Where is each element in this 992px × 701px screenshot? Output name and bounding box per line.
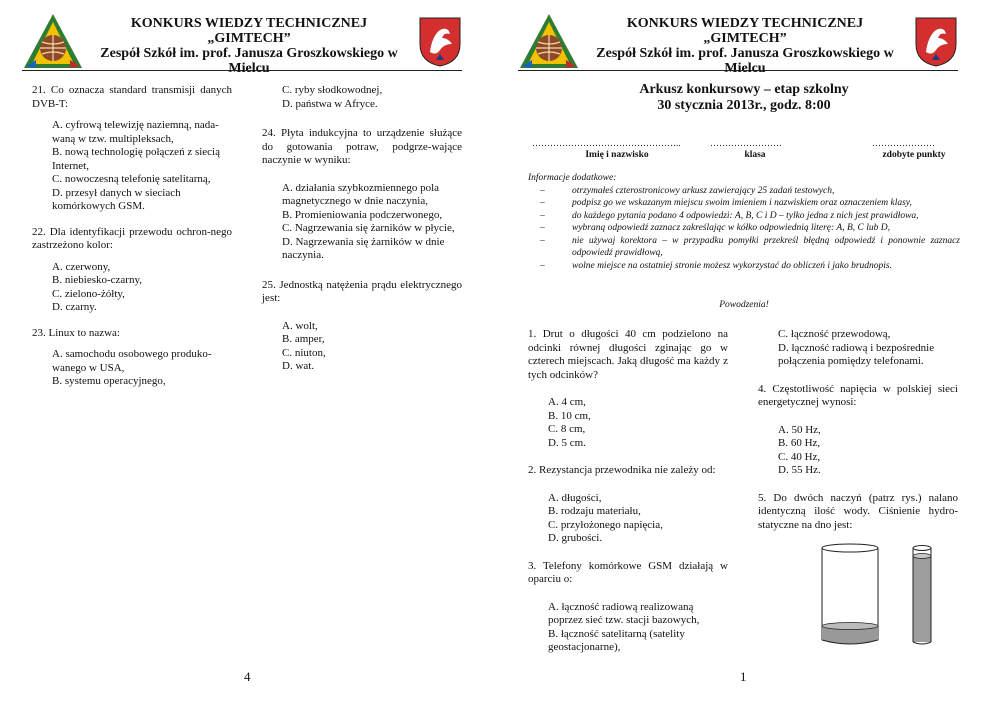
option[interactable]: D. czarny. — [52, 301, 97, 313]
option[interactable]: B. systemu operacyjnego, — [52, 375, 166, 387]
instruction-item: – wolne miejsce na ostatniej stronie możesz wykorzystać do obliczeń i jako brudnopis. — [528, 260, 960, 273]
option[interactable]: A. wolt, — [282, 319, 318, 332]
left-col-2 — [262, 84, 462, 374]
points-field-dots[interactable]: ………………… — [872, 138, 935, 148]
header-rule — [22, 70, 462, 71]
class-field-label: klasa — [744, 150, 766, 160]
page-number: 1 — [740, 669, 747, 684]
option[interactable]: D. 55 Hz. — [778, 464, 821, 476]
header-rule — [518, 70, 958, 71]
option[interactable]: D. przesył danych w sieciach komórkowych GSM. — [52, 186, 181, 212]
options-3-continued — [758, 328, 958, 369]
vessels-figure — [812, 542, 952, 652]
option[interactable]: C. 8 cm, — [548, 423, 586, 435]
option[interactable]: C. łączność przewodową, — [778, 328, 891, 340]
page-header — [22, 12, 462, 76]
name-field[interactable] — [532, 138, 702, 160]
class-field[interactable] — [710, 138, 800, 160]
city-crest-icon — [418, 16, 462, 68]
header-line1: KONKURS WIEDZY TECHNICZNEJ — [130, 16, 368, 31]
option[interactable]: C. 40 Hz, — [778, 450, 821, 463]
header-line2: „GIMTECH” — [207, 31, 291, 46]
option[interactable]: C. zielono-żółty, — [52, 287, 125, 300]
header-title — [578, 16, 912, 76]
option[interactable]: D. grubości. — [548, 532, 603, 544]
name-field-label: Imię i nazwisko — [585, 150, 649, 160]
options-23 — [32, 348, 232, 389]
option[interactable]: A. 50 Hz, — [778, 423, 821, 436]
option[interactable]: C. ryby słodkowodnej, — [282, 84, 383, 96]
option[interactable]: A. cyfrową telewizję naziemną, nada-waną w tzw. multipleksach, — [52, 119, 219, 145]
options-22 — [32, 261, 232, 315]
option[interactable]: D. 5 cm. — [548, 436, 586, 449]
option[interactable]: D. państwa w Afryce. — [282, 97, 378, 110]
city-crest-icon — [914, 16, 958, 68]
header-line2: „GIMTECH” — [703, 31, 787, 46]
right-col-2 — [758, 328, 958, 652]
instruction-item: – nie używaj korektora – w przypadku pomyłki przekreśl błędną odpowiedź i ponownie zaznacz odpowiedź prawidłową, — [528, 235, 960, 260]
right-col-1 — [528, 328, 728, 655]
option[interactable]: A. czerwony, — [52, 260, 111, 273]
option[interactable]: B. rodzaju materiału, — [548, 505, 641, 517]
question-2: 2. Rezystancja przewodnika nie zależy od: — [528, 464, 716, 476]
instruction-item: – otrzymałeś czterostronicowy arkusz zawierający 25 zadań testowych, — [528, 185, 960, 198]
instructions — [528, 172, 960, 272]
question-5: 5. Do dwóch naczyń (patrz rys.) nalano identyczną ilość wody. Ciśnienie hydro-statyczne na dno jest: — [758, 491, 958, 531]
option[interactable]: C. niuton, — [282, 346, 326, 359]
left-col-1 — [32, 84, 232, 389]
option[interactable]: B. niebiesko-czarny, — [52, 274, 143, 286]
question-22: 22. Dla identyfikacji przewodu ochron-nego zastrzeżono kolor: — [32, 225, 232, 251]
option[interactable]: A. łączność radiową realizowaną poprzez sieć tzw. stacji bazowych, — [548, 600, 700, 626]
points-field[interactable] — [872, 138, 956, 160]
options-4 — [758, 424, 958, 478]
option[interactable]: D. wat. — [282, 360, 315, 372]
options-1 — [528, 396, 728, 450]
options-23-continued — [262, 84, 462, 111]
option[interactable]: C. nowoczesną telefonię satelitarną, — [52, 173, 211, 185]
question-23: 23. Linux to nazwa: — [32, 326, 120, 339]
header-line3: Zespół Szkół im. prof. Janusza Groszkowskiego w Mielcu — [100, 46, 398, 76]
option[interactable]: C. Nagrzewania się żarników w płycie, — [282, 222, 455, 234]
option[interactable]: B. 10 cm, — [548, 409, 591, 422]
page-number: 4 — [244, 669, 251, 684]
instruction-item: – do każdego pytania podano 4 odpowiedzi: A, B, C i D – tylko jedna z nich jest prawidłowa, — [528, 210, 960, 223]
option[interactable]: C. przyłożonego napięcia, — [548, 518, 663, 531]
points-field-label: zdobyte punkty — [882, 150, 946, 160]
option[interactable]: A. 4 cm, — [548, 396, 586, 408]
gimtech-logo-icon — [22, 12, 84, 70]
class-field-dots[interactable]: …………………… — [710, 138, 782, 148]
option[interactable]: A. samochodu osobowego produko-wanego w USA, — [52, 348, 212, 374]
question-4: 4. Częstotliwość napięcia w polskiej sieci energetycznej wynosi: — [758, 382, 958, 408]
good-luck-text: Powodzenia! — [719, 300, 769, 310]
option[interactable]: B. nową technologię połączeń z siecią Internet, — [52, 146, 220, 172]
header-line1: KONKURS WIEDZY TECHNICZNEJ — [626, 16, 864, 31]
header-line3: Zespół Szkół im. prof. Janusza Groszkowskiego w Mielcu — [596, 46, 894, 76]
sheet-title — [496, 82, 992, 114]
option[interactable]: B. amper, — [282, 333, 325, 345]
instructions-heading: Informacje dodatkowe: — [528, 173, 617, 183]
options-2 — [528, 492, 728, 546]
question-1: 1. Drut o długości 40 cm podzielono na odcinki równej długości zginając go w czterech miejscach. Jaką długość ma każdy z tych odcinków? — [528, 328, 728, 381]
options-3 — [528, 601, 728, 655]
options-25 — [262, 320, 462, 374]
option[interactable]: A. długości, — [548, 491, 602, 504]
instruction-item: – wybraną odpowiedź zaznacz zakreślając w kółko odpowiednią literę: A, B, C lub D, — [528, 222, 960, 235]
option[interactable]: D. Nagrzewania się żarników w dnie naczynia. — [282, 235, 445, 261]
instruction-item: – podpisz go we wskazanym miejscu swoim imieniem i nazwiskiem oraz oznaczeniem klasy, — [528, 197, 960, 210]
question-3: 3. Telefony komórkowe GSM działają w oparciu o: — [528, 559, 728, 585]
option[interactable]: A. działania szybkozmiennego pola magnetycznego w dnie naczynia, — [282, 181, 440, 207]
sheet-title-line2: 30 stycznia 2013r., godz. 8:00 — [657, 98, 831, 113]
options-21 — [32, 119, 232, 214]
gimtech-logo-icon — [518, 12, 580, 70]
right-page — [496, 0, 992, 701]
option[interactable]: B. Promieniowania podczerwonego, — [282, 208, 443, 221]
option[interactable]: D. łączność radiową i bezpośrednie połączenia pomiędzy telefonami. — [778, 341, 935, 367]
sheet-title-line1: Arkusz konkursowy – etap szkolny — [639, 82, 849, 97]
option[interactable]: B. 60 Hz, — [778, 437, 821, 449]
question-25: 25. Jednostką natężenia prądu elektrycznego jest: — [262, 278, 462, 304]
options-24 — [262, 182, 462, 263]
header-title — [82, 16, 416, 76]
question-24: 24. Płyta indukcyjna to urządzenie służące do gotowania potraw, podgrze-wające naczynie w wyniku: — [262, 127, 462, 166]
name-field-dots[interactable]: ………………………………………….. — [532, 138, 681, 148]
question-21: 21. Co oznacza standard transmisji danych DVB-T: — [32, 84, 232, 110]
option[interactable]: B. łączność satelitarną (satelity geostacjonarne), — [548, 627, 685, 653]
page-header — [518, 12, 958, 76]
